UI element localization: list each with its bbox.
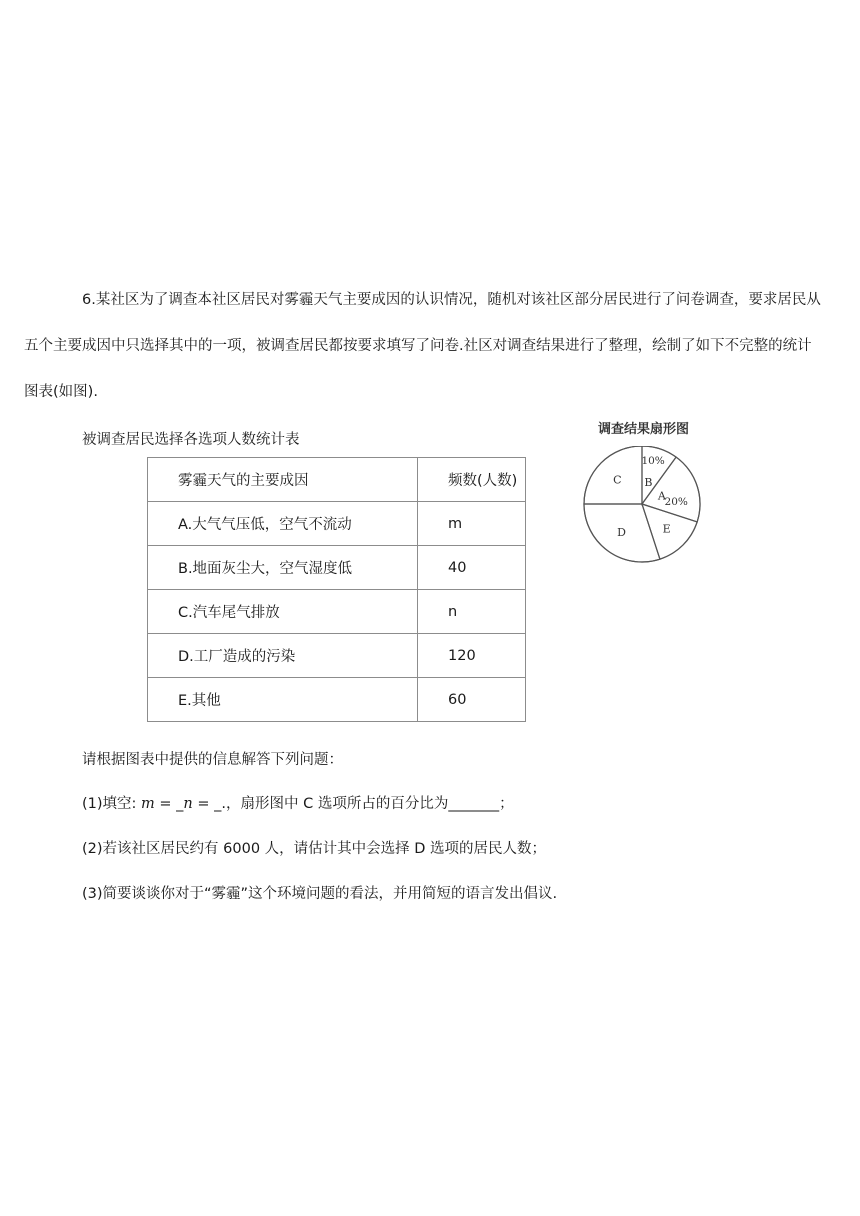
stats-table — [147, 457, 526, 722]
pie-label-E: E — [662, 522, 671, 536]
table-row — [148, 502, 526, 546]
question-1-prefix: (1)填空: — [82, 796, 142, 812]
cell-frequency: m — [418, 502, 526, 546]
cell-cause: A.大气气压低，空气不流动 — [148, 502, 418, 546]
table-row — [148, 590, 526, 634]
cell-cause: D.工厂造成的污染 — [148, 634, 418, 678]
pie-chart — [580, 446, 710, 566]
question-2: (2)若该社区居民约有 6000 人，请估计其中会选择 D 选项的居民人数； — [82, 841, 547, 857]
question-1-var-n: n — [183, 796, 193, 812]
cell-cause: C.汽车尾气排放 — [148, 590, 418, 634]
pie-label-C: C — [613, 473, 622, 487]
pie-percent-A: 20% — [664, 495, 688, 508]
question-1-suffix: ，扇形图中 C 选项所占的百分比为_______； — [226, 796, 514, 812]
pie-chart-title: 调查结果扇形图 — [598, 422, 690, 437]
pie-percent-B: 10% — [641, 454, 665, 467]
question-3: (3)简要谈谈你对于“雾霾”这个环境问题的看法，并用简短的语言发出倡议. — [82, 886, 558, 902]
question-1 — [82, 792, 514, 813]
cell-frequency: n — [418, 590, 526, 634]
question-1-eq1: = _ — [154, 796, 184, 812]
problem-intro — [24, 277, 824, 415]
table-row — [148, 678, 526, 722]
pie-label-B: B — [644, 476, 653, 490]
header-frequency: 频数(人数) — [418, 458, 526, 502]
question-1-var-m: m — [141, 796, 155, 812]
cell-frequency: 40 — [418, 546, 526, 590]
table-caption: 被调查居民选择各选项人数统计表 — [82, 432, 300, 448]
table-header-row — [148, 458, 526, 502]
header-cause: 雾霾天气的主要成因 — [148, 458, 418, 502]
problem-intro-text: 6.某社区为了调查本社区居民对雾霾天气主要成因的认识情况，随机对该社区部分居民进行了问卷调查，要求居民从五个主要成因中只选择其中的一项，被调查居民都按要求填写了问卷.社区对调查结果进行了整理，绘制了如下不完整的统计图表(如图). — [24, 292, 821, 400]
pie-label-D: D — [617, 526, 626, 540]
cell-frequency: 120 — [418, 634, 526, 678]
question-1-eq2: = _. — [192, 796, 226, 812]
table-row — [148, 634, 526, 678]
cell-cause: E.其他 — [148, 678, 418, 722]
cell-cause: B.地面灰尘大，空气湿度低 — [148, 546, 418, 590]
pie-label-A: A — [657, 489, 666, 503]
questions-lead: 请根据图表中提供的信息解答下列问题： — [82, 752, 343, 768]
cell-frequency: 60 — [418, 678, 526, 722]
table-row — [148, 546, 526, 590]
